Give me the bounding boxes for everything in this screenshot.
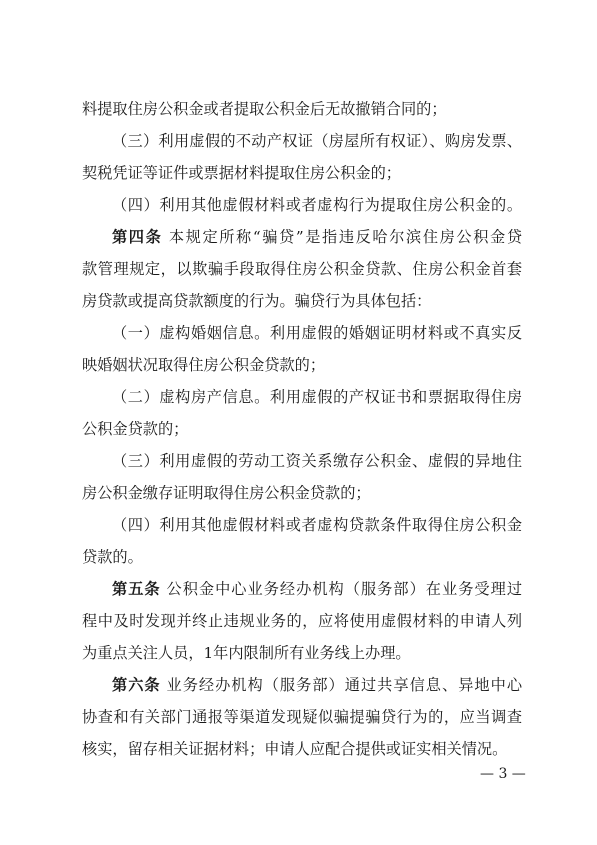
article-label: 第四条 xyxy=(112,228,163,246)
text-line-13: 房公积金缴存证明取得住房公积金贷款的； xyxy=(82,484,371,502)
text-line-14: （四）利用其他虚假材料或者虚构贷款条件取得住房公积金 xyxy=(112,516,522,534)
text-line-3: 契税凭证等证件或票据材料提取住房公积金的； xyxy=(82,164,401,182)
article-label: 第五条 xyxy=(112,580,161,598)
article-6-heading-line: 第六条 业务经办机构（服务部）通过共享信息、异地中心 xyxy=(112,676,523,694)
text-line-2: （三）利用虚假的不动产权证（房屋所有权证）、购房发票、 xyxy=(112,132,522,150)
text-line-11: 公积金贷款的； xyxy=(82,420,189,438)
text-line-4: （四）利用其他虚假材料或者虚构行为提取住房公积金的。 xyxy=(112,196,522,214)
page-number: — 3 — xyxy=(480,766,526,782)
article-5-heading-line: 第五条 公积金中心业务经办机构（服务部）在业务受理过 xyxy=(112,580,523,598)
article-label: 第六条 xyxy=(112,676,161,694)
text-line-20: 协查和有关部门通报等渠道发现疑似骗提骗贷行为的，应当调查 xyxy=(82,708,522,726)
text-line-6: 款管理规定，以欺骗手段取得住房公积金贷款、住房公积金首套 xyxy=(82,260,522,278)
article-4-heading-line: 第四条 本规定所称“骗贷”是指违反哈尔滨住房公积金贷 xyxy=(112,228,523,246)
text-line-1: 料提取住房公积金或者提取公积金后无故撤销合同的； xyxy=(82,100,447,118)
text-line-17: 程中及时发现并终止违规业务的，应将使用虚假材料的申请人列 xyxy=(82,612,522,630)
text-line-7: 房贷款或提高贷款额度的行为。骗贷行为具体包括： xyxy=(82,292,432,310)
text-line-9: 映婚姻状况取得住房公积金贷款的； xyxy=(82,356,325,374)
text-line-15: 贷款的。 xyxy=(82,548,143,566)
text-line-18: 为重点关注人员，1年内限制所有业务线上办理。 xyxy=(82,644,411,662)
text-line-12: （三）利用虚假的劳动工资关系缴存公积金、虚假的异地住 xyxy=(112,452,522,470)
text-line-8: （一）虚构婚姻信息。利用虚假的婚姻证明材料或不真实反 xyxy=(112,324,522,342)
text-line-10: （二）虚构房产信息。利用虚假的产权证书和票据取得住房 xyxy=(112,388,522,406)
text-line-21: 核实，留存相关证据材料；申请人应配合提供或证实相关情况。 xyxy=(82,740,508,758)
